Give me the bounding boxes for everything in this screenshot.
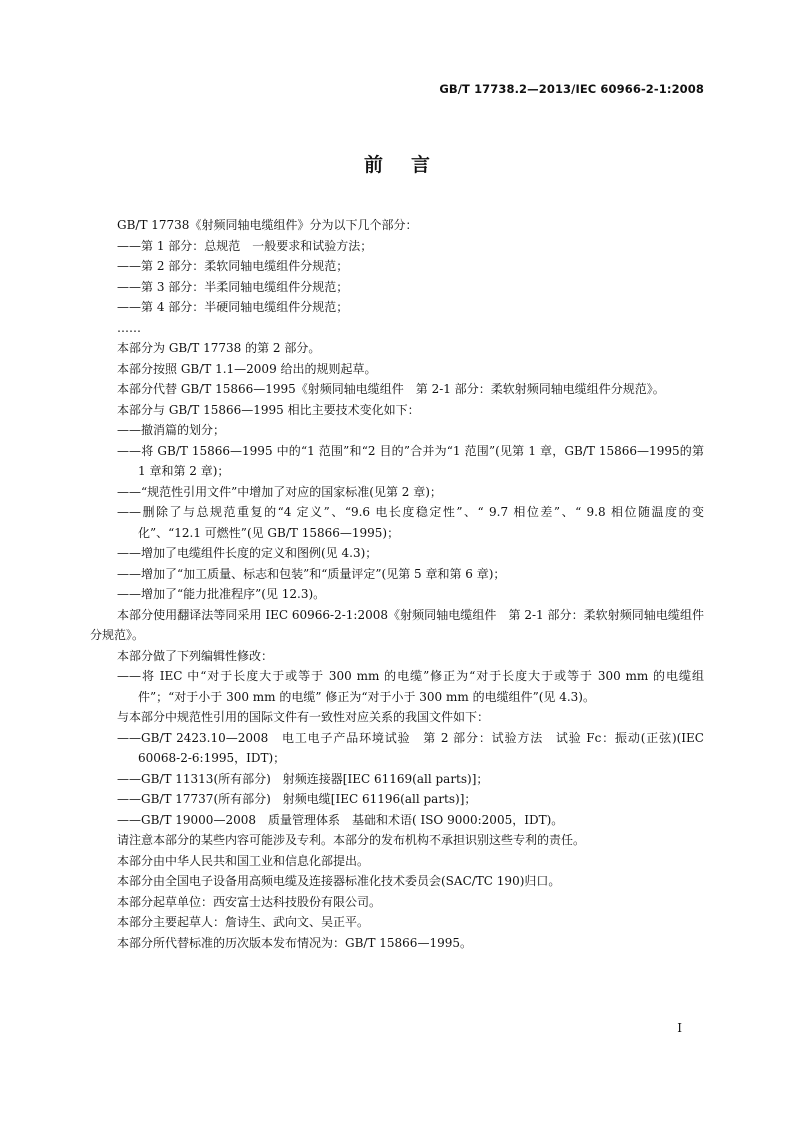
list-item: ——增加了“加工质量、标志和包装”和“质量评定”(见第 5 章和第 6 章)； bbox=[117, 566, 506, 581]
paragraph: 请注意本部分的某些内容可能涉及专利。本部分的发布机构不承担识别这些专利的责任。 bbox=[117, 833, 586, 847]
list-item: ——“规范性引用文件”中增加了对应的国家标准(见第 2 章)； bbox=[117, 484, 442, 499]
paragraph: 本部分起草单位：西安富士达科技股份有限公司。 bbox=[117, 894, 382, 909]
paragraph: 本部分使用翻译法等同采用 IEC 60966-2-1:2008《射频同轴电缆组件 第 2-1 部分：柔软射频同轴电缆组件分规范》。 bbox=[90, 607, 704, 642]
paragraph: 本部分与 GB/T 15866—1995 相比主要技术变化如下： bbox=[117, 402, 420, 417]
list-item: ——GB/T 19000—2008 质量管理体系 基础和术语( ISO 9000:2005，IDT)。 bbox=[117, 812, 564, 827]
paragraph: 本部分为 GB/T 17738 的第 2 部分。 bbox=[117, 341, 321, 355]
list-item: ——GB/T 2423.10—2008 电工电子产品环境试验 第 2 部分：试验方法 试验 Fc：振动(正弦)(IEC 60068-2-6:1995，IDT)； bbox=[117, 730, 704, 765]
standard-code: GB/T 17738.2—2013/IEC 60966-2-1:2008 bbox=[439, 82, 704, 96]
foreword-body bbox=[90, 215, 704, 953]
list-item: ——GB/T 17737(所有部分) 射频电缆[IEC 61196(all parts)]； bbox=[117, 792, 477, 806]
page-title: 前言 bbox=[363, 154, 458, 176]
list-item: ——第 2 部分：柔软同轴电缆组件分规范； bbox=[117, 259, 349, 273]
list-item: ——将 IEC 中“对于长度大于或等于 300 mm 的电缆”修正为“对于长度大于或等于 300 mm 的电缆组件”；“对于小于 300 mm 的电缆” 修正为“对于小于 300 mm 的电缆组件”(见 4.3)。 bbox=[117, 669, 704, 704]
page-number: I bbox=[677, 1021, 682, 1035]
paragraph: 本部分代替 GB/T 15866—1995《射频同轴电缆组件 第 2-1 部分：柔软射频同轴电缆组件分规范》。 bbox=[117, 382, 665, 396]
paragraph: 本部分由全国电子设备用高频电缆及连接器标准化技术委员会(SAC/TC 190)归口。 bbox=[117, 874, 561, 888]
paragraph: 本部分做了下列编辑性修改： bbox=[117, 648, 274, 663]
list-item: ——GB/T 11313(所有部分) 射频连接器[IEC 61169(all parts)]； bbox=[117, 771, 489, 786]
paragraph: 本部分由中华人民共和国工业和信息化部提出。 bbox=[117, 853, 370, 868]
paragraph: 与本部分中规范性引用的国际文件有一致性对应关系的我国文件如下： bbox=[117, 710, 490, 724]
list-item: ——第 4 部分：半硬同轴电缆组件分规范； bbox=[117, 300, 349, 314]
list-item: ——撤消篇的划分； bbox=[117, 423, 226, 437]
paragraph: 本部分主要起草人：詹诗生、武向文、吴正平。 bbox=[117, 915, 370, 929]
paragraph: 本部分所代替标准的历次版本发布情况为：GB/T 15866—1995。 bbox=[117, 935, 472, 950]
list-item: ——增加了电缆组件长度的定义和图例(见 4.3)； bbox=[117, 546, 378, 560]
list-item: ——第 1 部分：总规范 一般要求和试验方法； bbox=[117, 238, 373, 253]
list-item: ——第 3 部分：半柔同轴电缆组件分规范； bbox=[117, 279, 349, 294]
paragraph: GB/T 17738《射频同轴电缆组件》分为以下几个部分： bbox=[117, 218, 418, 232]
paragraph: 本部分按照 GB/T 1.1—2009 给出的规则起草。 bbox=[117, 361, 377, 376]
list-item: ——将 GB/T 15866—1995 中的“1 范围”和“2 目的”合并为“1 范围”(见第 1 章，GB/T 15866—1995的第 1 章和第 2 章)； bbox=[117, 443, 704, 478]
list-item: ——删除了与总规范重复的“4 定义”、“9.6 电长度稳定性”、“ 9.7 相位差”、“ 9.8 相位随温度的变化”、“12.1 可燃性”(见 GB/T 15866—1995)； bbox=[117, 505, 704, 540]
paragraph: …… bbox=[117, 320, 141, 335]
list-item: ——增加了“能力批准程序”(见 12.3)。 bbox=[117, 587, 326, 601]
